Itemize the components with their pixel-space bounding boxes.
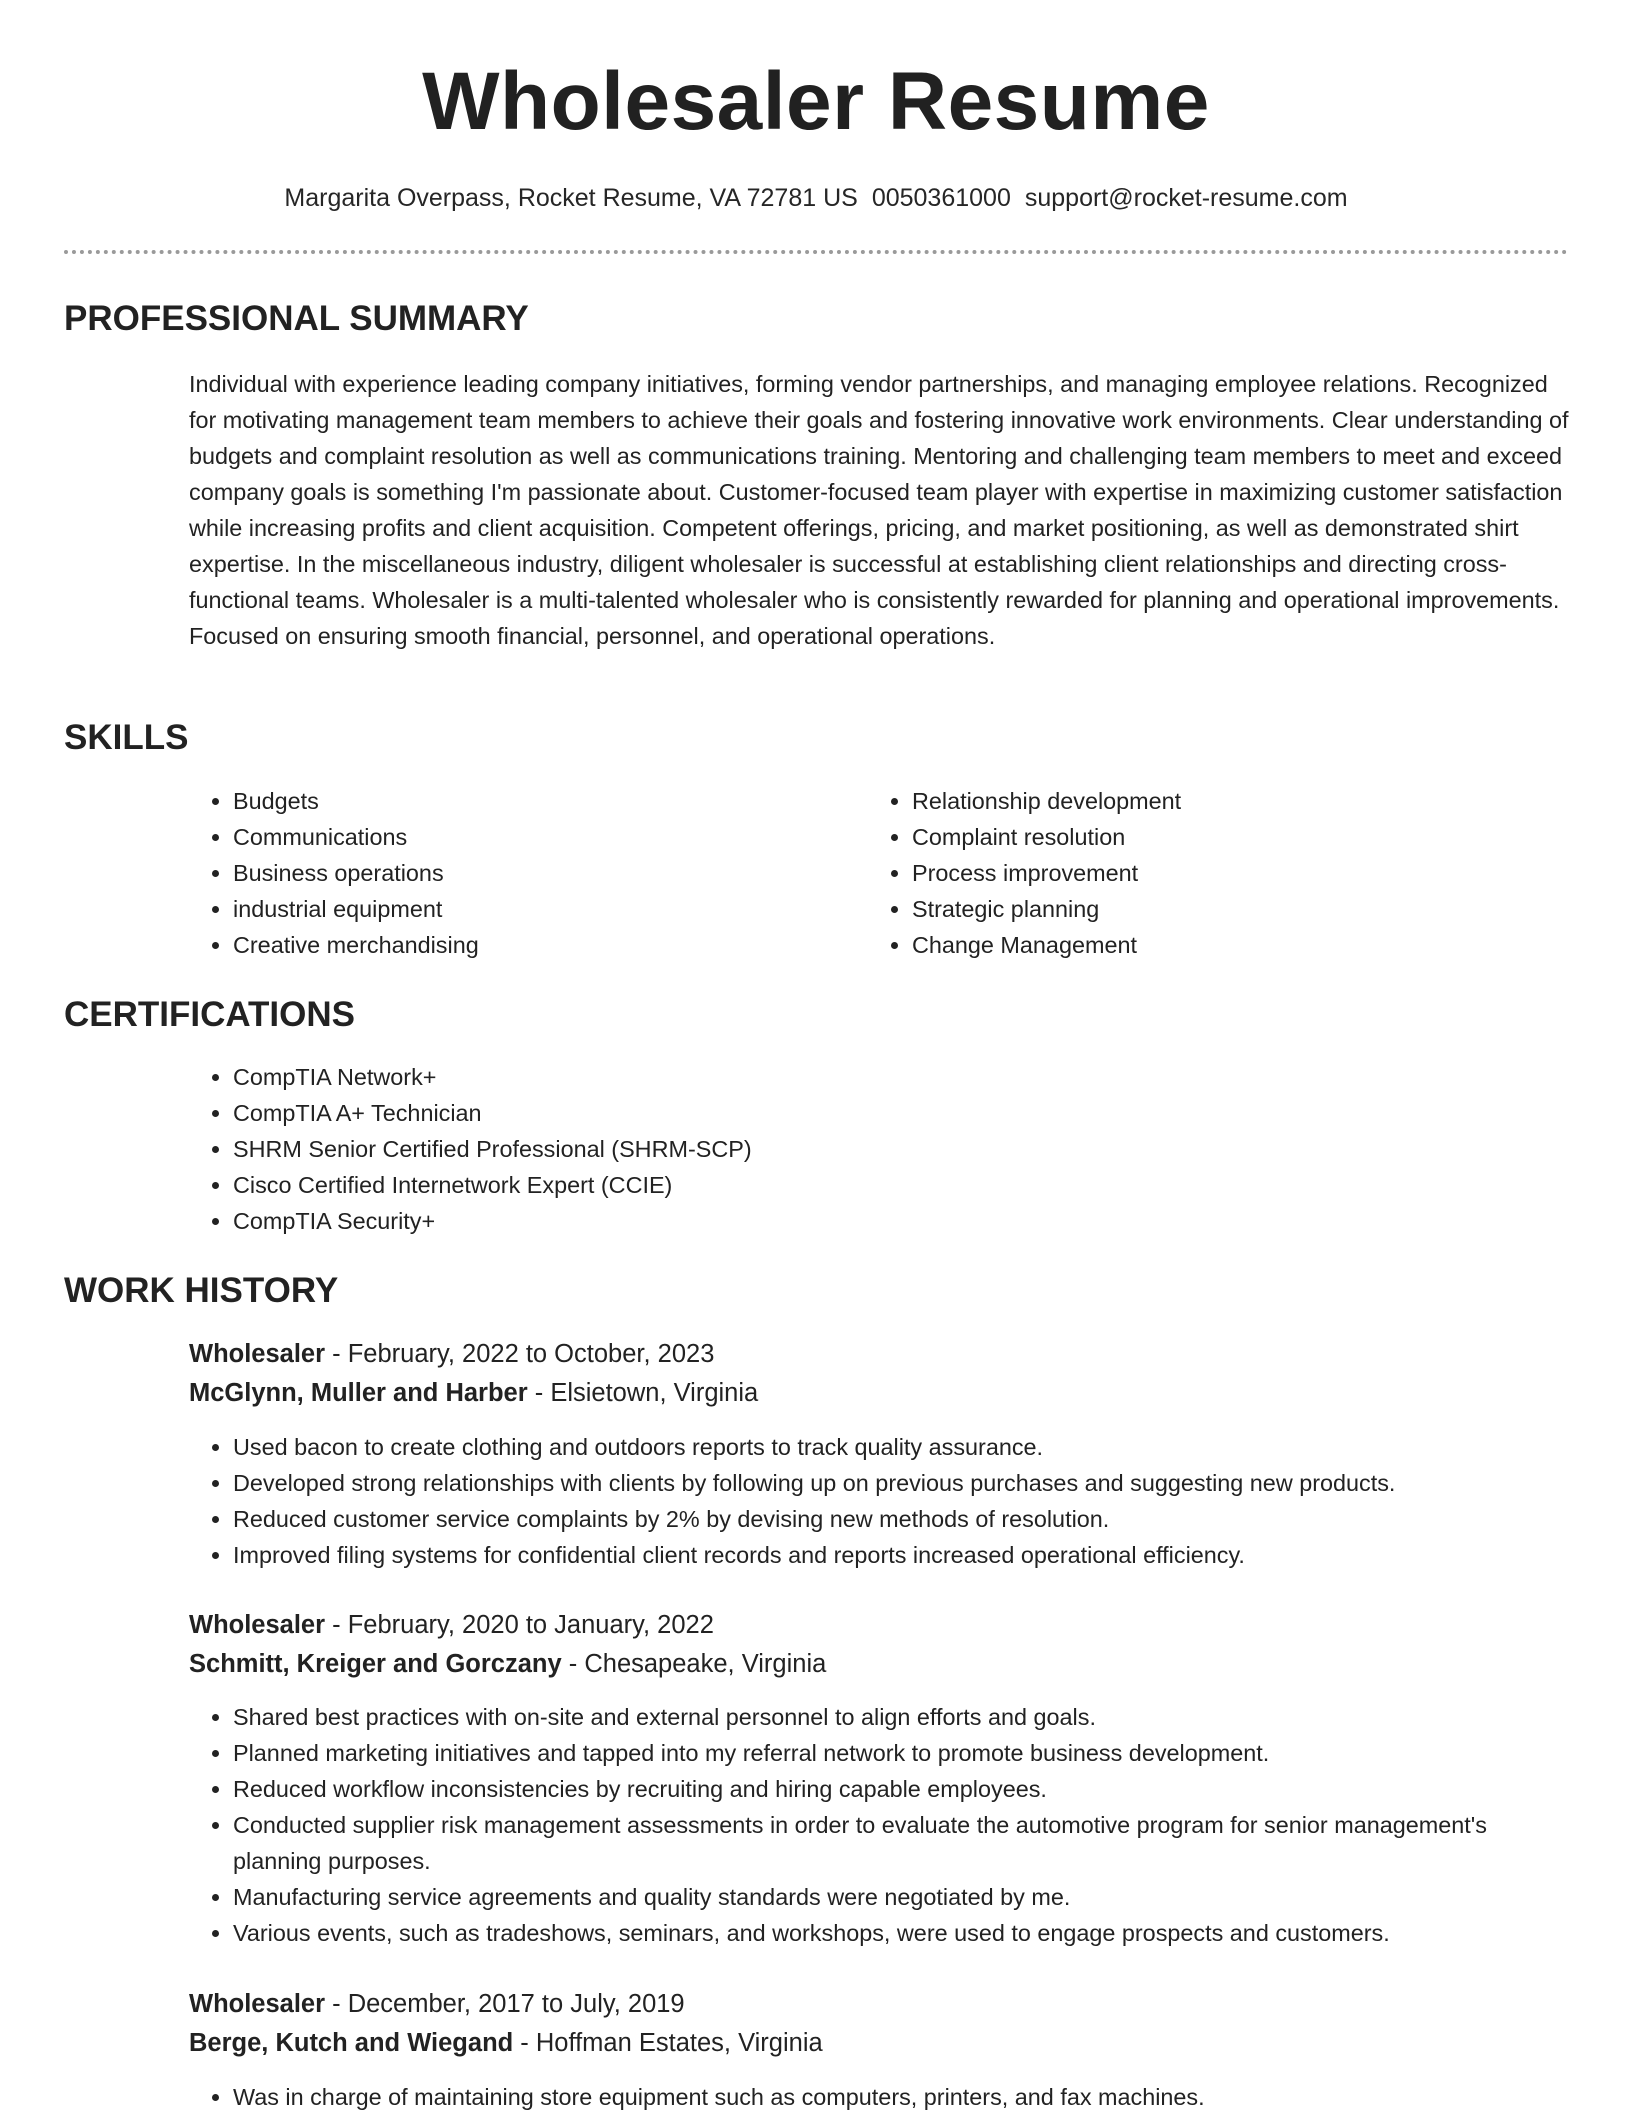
job-company-line [189,1645,826,1683]
contact-phone: 0050361000 [871,184,1011,212]
certification-item: • CompTIA A+ Technician [233,1095,1533,1131]
skill-item: • Complaint resolution [912,819,1512,855]
skill-item: • Strategic planning [912,891,1512,927]
skill-item: • Relationship development [912,783,1512,819]
section-heading-certifications: CERTIFICATIONS [64,995,356,1034]
job-company-line [189,1374,758,1412]
job-bullet: • Manufacturing service agreements and quality standards were negotiated by me. [233,1879,1533,1915]
contact-address: Margarita Overpass, Rocket Resume, VA 72781 US [284,184,858,212]
job-title: Wholesaler [189,1611,326,1639]
skills-list-right [868,783,1512,963]
job-title: Wholesaler [189,1990,326,2018]
job-dates: - February, 2020 to January, 2022 [325,1611,714,1639]
skill-item: • Budgets [233,783,833,819]
certification-item: • CompTIA Security+ [233,1203,1533,1239]
job-title-line [189,1335,714,1373]
contact-email: support@rocket-resume.com [1024,184,1348,212]
skill-item: • Creative merchandising [233,927,833,963]
skill-item: • industrial equipment [233,891,833,927]
job-bullet: • Used bacon to create clothing and outdoors reports to track quality assurance. [233,1429,1613,1465]
job-company-line [189,2024,823,2062]
section-heading-work-history: WORK HISTORY [64,1271,339,1310]
job-bullet: • Shared best practices with on-site and external personnel to align efforts and goals. [233,1699,1533,1735]
job-bullet: • Reduced customer service complaints by 2% by devising new methods of resolution. [233,1501,1613,1537]
job-company: Schmitt, Kreiger and Gorczany [189,1650,562,1678]
job-bullet: • Planned marketing initiatives and tapped into my referral network to promote business development. [233,1735,1533,1771]
section-heading-summary: PROFESSIONAL SUMMARY [64,299,529,338]
job-location: - Chesapeake, Virginia [561,1650,827,1678]
job-company: Berge, Kutch and Wiegand [189,2029,514,2057]
job-location: - Elsietown, Virginia [527,1379,759,1407]
job-title-line [189,1606,714,1644]
certification-item: • SHRM Senior Certified Professional (SHRM-SCP) [233,1131,1533,1167]
skill-item: • Communications [233,819,833,855]
job-dates: - December, 2017 to July, 2019 [325,1990,685,2018]
job-bullet: • Various events, such as tradeshows, seminars, and workshops, were used to engage prospects and customers. [233,1915,1533,1951]
skill-item: • Change Management [912,927,1512,963]
skill-item: • Process improvement [912,855,1512,891]
job-location: - Hoffman Estates, Virginia [513,2029,823,2057]
certifications-list [189,1059,1533,1239]
job-bullets [189,1699,1533,1951]
job-bullets [189,2079,1613,2112]
certification-item: • Cisco Certified Internetwork Expert (CCIE) [233,1167,1533,1203]
skill-item: • Business operations [233,855,833,891]
certification-item: • CompTIA Network+ [233,1059,1533,1095]
job-dates: - February, 2022 to October, 2023 [325,1340,715,1368]
job-bullet: • Developed strong relationships with clients by following up on previous purchases and suggesting new products. [233,1465,1613,1501]
job-bullet: • Conducted supplier risk management assessments in order to evaluate the automotive program for senior management's planning purposes. [233,1807,1533,1879]
job-company: McGlynn, Muller and Harber [189,1379,528,1407]
job-bullet: • Was in charge of maintaining store equipment such as computers, printers, and fax machines. [233,2079,1613,2112]
job-bullets [189,1429,1613,1573]
header-divider [64,250,1568,254]
contact-line [0,180,1632,216]
job-bullet: • Reduced workflow inconsistencies by recruiting and hiring capable employees. [233,1771,1533,1807]
job-title: Wholesaler [189,1340,326,1368]
resume-title: Wholesaler Resume [422,56,1210,147]
job-title-line [189,1985,685,2023]
summary-text: Individual with experience leading company initiatives, forming vendor partnerships, and managing employee relations. Recognized for motivating management team members to achieve their goals and fostering innovative work environments. Clear understanding of budgets and complaint resolution as well as communications training. Mentoring and challenging team members to meet and exceed company goals is something I'm passionate about. Customer-focused team player with expertise in maximizing customer satisfaction while increasing profits and client acquisition. Competent offerings, pricing, and market positioning, as well as demonstrated shirt expertise. In the miscellaneous industry, diligent wholesaler is successful at establishing client relationships and directing cross-functional teams. Wholesaler is a multi-talented wholesaler who is consistently rewarded for planning and operational improvements. Focused on ensuring smooth financial, personnel, and operational operations. [189,371,1569,649]
job-bullet: • Improved filing systems for confidential client records and reports increased operational efficiency. [233,1537,1613,1573]
section-heading-skills: SKILLS [64,718,189,757]
skills-list-left [189,783,833,963]
